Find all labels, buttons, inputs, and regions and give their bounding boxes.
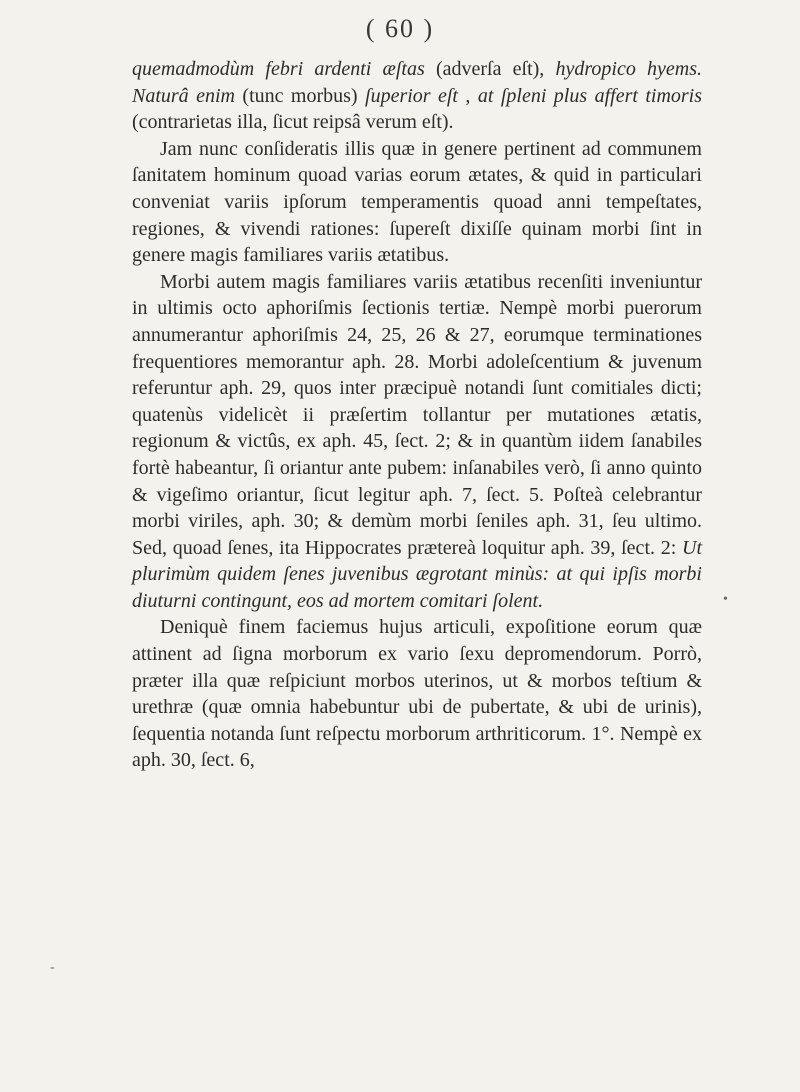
margin-speck: •	[723, 592, 728, 607]
margin-speck: -	[50, 960, 55, 975]
body-text	[132, 56, 702, 774]
text-segment: Jam nunc conſideratis illis quæ in genere pertinent ad communem ſanitatem hominum quoad varias eorum ætates, & quid in particulari conveniat variis ipſorum temperamentis quoad anni tempeſtates, regiones, & vivendi rationes: ſupereſt dixiſſe quinam morbi ſint in genere magis familiares variis ætatibus.	[132, 137, 702, 267]
text-segment: ſuperior eſt	[365, 84, 458, 107]
text-segment: ,	[458, 84, 478, 107]
text-segment: Morbi autem magis familiares variis ætatibus recenſiti inveniuntur in ultimis octo aphoriſmis ſectionis tertiæ. Nempè morbi puerorum annumerantur aphoriſmis 24, 25, 26 & 27, eorumque terminationes frequentiores memorantur aph. 28. Morbi adoleſcentium & juvenum referuntur aph. 29, quos inter præcipuè notandi ſunt comitiales dicti; quatenùs videlicèt ii præſertim tollantur per mutationes ætatis, regionum & victûs, ex aph. 45, ſect. 2; & in quantùm iidem ſanabiles fortè habeantur, ſi oriantur ante pubem: inſanabiles verò, ſi anno quinto & vigeſimo oriantur, ſicut legitur aph. 7, ſect. 5. Poſteà celebrantur morbi viriles, aph. 30; & demùm morbi ſeniles aph. 31, ſeu ultimo. Sed, quoad ſenes, ita Hippocrates prætereà loquitur aph. 39, ſect. 2:	[132, 270, 702, 559]
page-number: ( 60 )	[365, 14, 435, 43]
text-segment: at ſpleni plus affert timoris	[477, 84, 703, 107]
text-segment: (tunc morbus)	[234, 84, 366, 107]
paragraph-2	[132, 136, 702, 269]
text-segment: (adverſa eſt),	[424, 58, 556, 80]
text-segment: quemadmodùm febri ardenti æſtas	[132, 58, 425, 80]
text-segment: Deniquè finem faciemus hujus articuli, expoſitione eorum quæ attinent ad ſigna morborum ex vario ſexu depromendorum. Porrò, præter illa quæ reſpiciunt morbos uterinos, ut & morbos teſtium & urethræ (quæ omnia habebuntur ubi de pubertate, & ubi de urinis), ſequentia notanda ſunt reſpectu morborum arthriticorum. 1°. Nempè ex aph. 30, ſect. 6,	[132, 616, 702, 772]
text-segment: hydropico hyems. Naturâ enim	[132, 58, 702, 107]
paragraph-4	[132, 614, 702, 774]
paragraph-1	[132, 56, 702, 136]
text-segment: (contrarietas illa, ſicut reipsâ verum eſt).	[132, 111, 454, 134]
paragraph-3	[132, 269, 702, 615]
text-segment: Ut plurimùm quidem ſenes juvenibus ægrotant minùs: at qui ipſis morbi diuturni contingunt, eos ad mortem comitari ſolent.	[132, 536, 702, 612]
